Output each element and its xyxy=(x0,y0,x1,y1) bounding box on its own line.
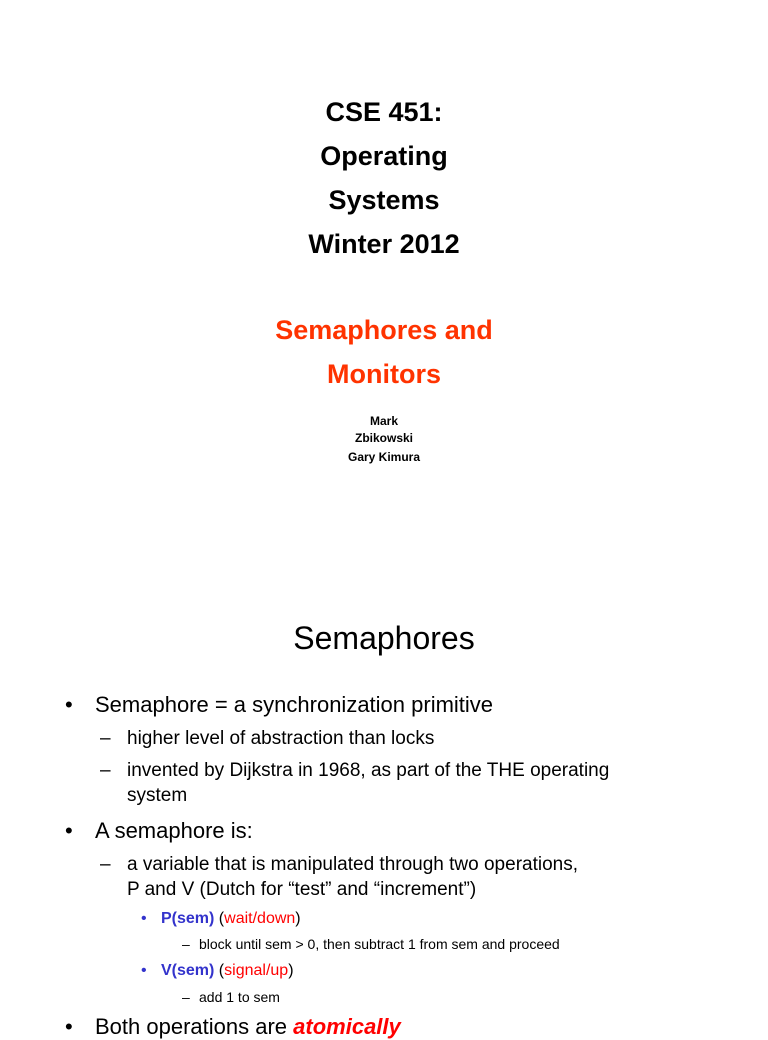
description-text: add 1 to sem xyxy=(199,989,280,1005)
course-title-line-1: Operating xyxy=(320,141,448,171)
bullet-text: Semaphore = a synchronization primitive xyxy=(95,692,494,717)
bullet-marker: • xyxy=(141,962,147,979)
bullet-text: Both operations are xyxy=(95,1014,288,1039)
sub-bullet-text: higher level of abstraction than locks xyxy=(127,728,435,749)
dash-marker: – xyxy=(182,936,190,952)
bullet-atomic xyxy=(65,1014,401,1040)
author-line-2: Zbikowski xyxy=(354,431,413,445)
bullet-marker: • xyxy=(65,692,73,717)
course-title-line-2: Systems xyxy=(328,185,440,215)
lecture-title-line-1: Semaphores and xyxy=(275,315,493,345)
bullet-marker: • xyxy=(141,910,147,927)
author-line-3: Gary Kimura xyxy=(347,450,421,464)
bullet-text: A semaphore is: xyxy=(95,818,253,843)
v-operation-name: V(sem) xyxy=(161,962,215,979)
description-text: block until sem > 0, then subtract 1 from sem and proceed xyxy=(199,936,560,952)
sub-bullet-abstraction xyxy=(100,726,435,751)
semaphores-slide xyxy=(0,590,768,1039)
p-operation-description xyxy=(182,935,560,953)
bullet-semaphore-is xyxy=(65,818,253,844)
dash-marker: – xyxy=(100,760,111,781)
sub-bullet-text-continued: system xyxy=(127,785,188,806)
course-term: Winter 2012 xyxy=(308,229,460,259)
v-operation: • V(sem) (signal/up) xyxy=(141,962,294,979)
slide-title: Semaphores xyxy=(293,620,475,656)
bullet-marker: • xyxy=(65,1014,73,1039)
p-operation-alias: wait/down xyxy=(224,910,296,927)
sub-bullet-history xyxy=(100,758,610,808)
dash-marker: – xyxy=(100,854,111,875)
p-operation-name: P(sem) xyxy=(161,910,215,927)
p-operation: • P(sem) (wait/down) xyxy=(141,910,301,927)
v-operation-alias: signal/up xyxy=(224,962,289,979)
sub-bullet-text: a variable that is manipulated through two operations, xyxy=(127,854,578,875)
sub-bullet-operations xyxy=(100,852,578,902)
lecture-title-line-2: Monitors xyxy=(327,359,441,389)
course-code: CSE 451: xyxy=(325,97,443,127)
sub-bullet-text: invented by Dijkstra in 1968, as part of the THE operating xyxy=(127,760,610,781)
author-line-1: Mark xyxy=(369,414,398,428)
v-operation-description xyxy=(182,988,280,1006)
dash-marker: – xyxy=(100,728,111,749)
dash-marker: – xyxy=(182,989,190,1005)
sub-bullet-text-continued: P and V (Dutch for “test” and “increment”) xyxy=(127,879,477,900)
bullet-marker: • xyxy=(65,818,73,843)
bullet-definition xyxy=(65,692,494,718)
bullet-emphasis: atomically xyxy=(293,1014,401,1039)
